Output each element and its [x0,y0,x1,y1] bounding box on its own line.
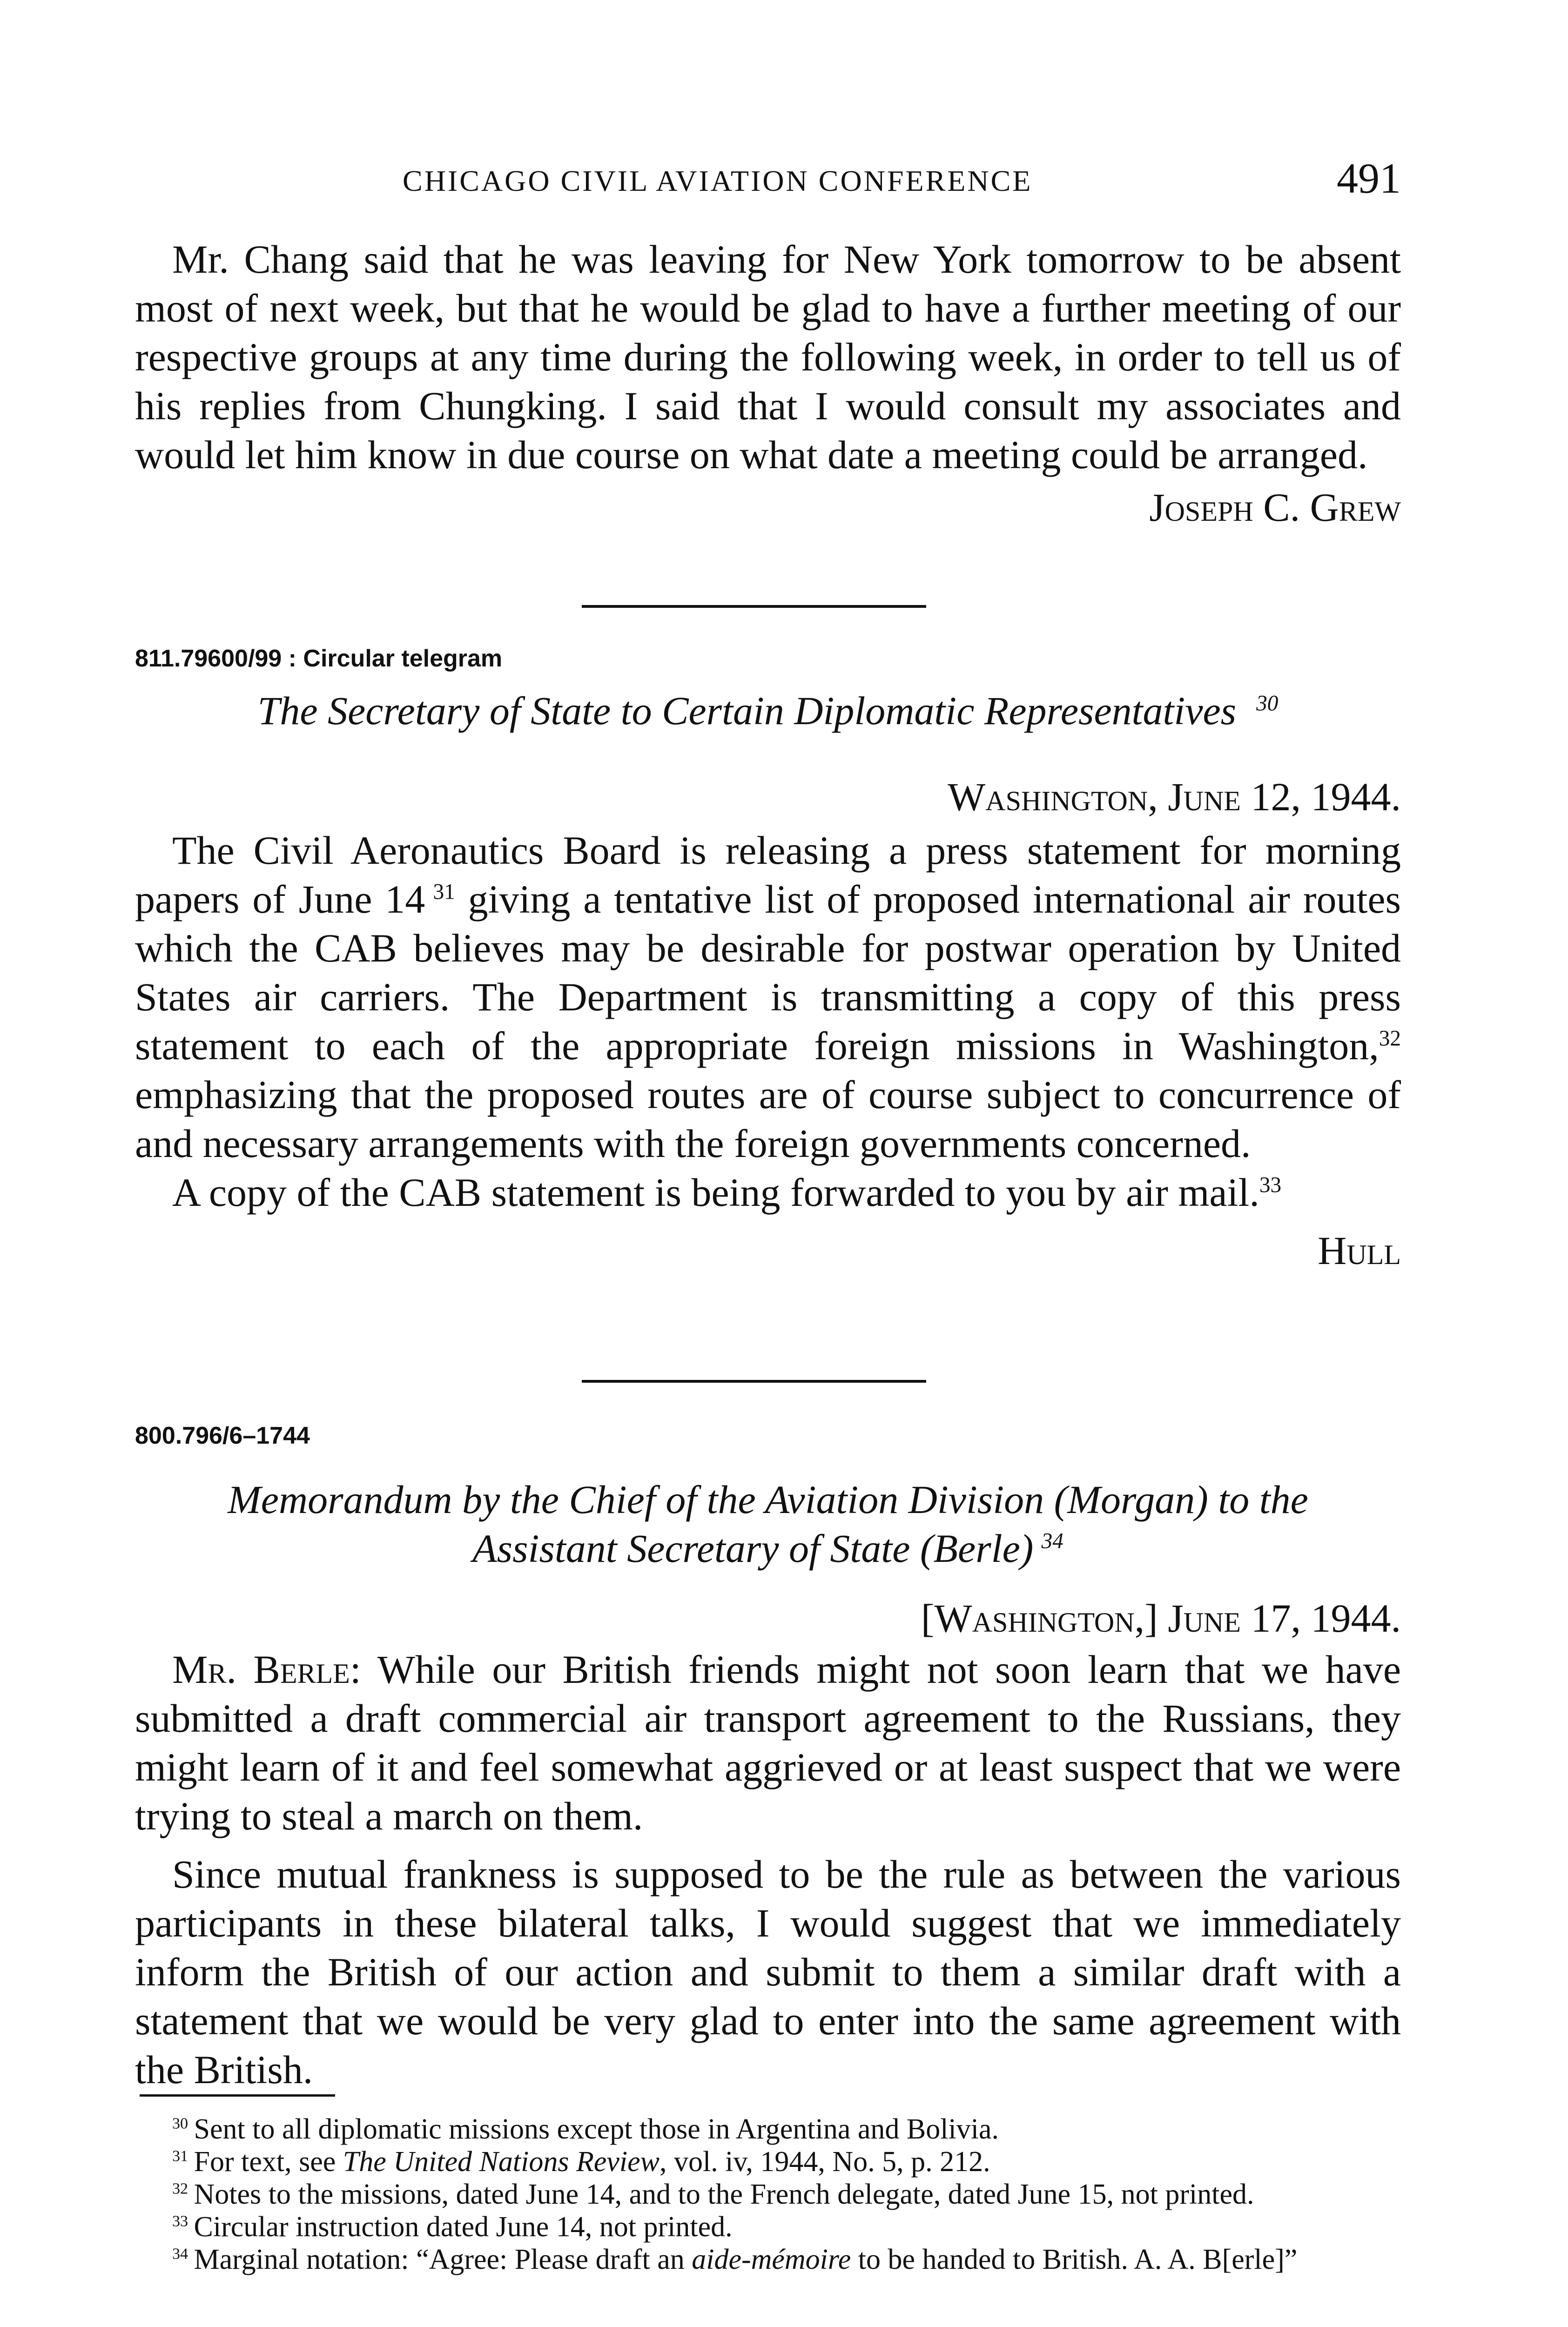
memo-title-line-1: Memorandum by the Chief of the Aviation Division (Morgan) to the [228,1477,1308,1522]
morgan-memo-section [135,1422,1401,2094]
section-divider [582,1380,926,1383]
footnote-32 [135,2178,1401,2211]
dateline: [Washington,] June 17, 1944. [921,1596,1401,1641]
para-text: giving a tentative list of proposed international air routes which the CAB believes may be desirable for postwar operation by United States air carriers. The Department is transmitting a copy of this press statement to each of the appropriate foreign missions in Washington, [135,877,1401,1068]
para-text: emphasizing that the proposed routes are of course subject to concurrence of and necessary arrangements with the foreign governments concerned. [135,1072,1401,1166]
hull-signature: Hull [1318,1228,1401,1273]
para-text: The Civil Aeronautics Board is releasing a press statement for morning papers of June 14 [135,828,1401,921]
telegram-paragraph-1 [135,826,1401,1168]
footnote-31 [135,2145,1401,2178]
grew-signature: Joseph C. Grew [1149,485,1401,530]
footnote-text: Sent to all diplomatic missions except those in Argentina and Bolivia. [194,2113,999,2145]
footnote-text: , vol. iv, 1944, No. 5, p. 212. [659,2146,990,2178]
footnote-italic: The United Nations Review [343,2146,660,2178]
footnote-ref: 31 [433,880,455,904]
footnote-text: to be handed to British. A. A. B[erle]” [851,2244,1298,2275]
footnote-text: Circular instruction dated June 14, not printed. [194,2211,733,2243]
footnote-30 [135,2113,1401,2145]
memo-paragraph-2: Since mutual frankness is supposed to be the rule as between the various participants in these bilateral talks, I would suggest that we immediately inform the British of our action and submit to them a similar draft with a statement that we would be very glad to enter into the same agreement with the British. [135,1852,1401,2092]
footnote-ref: 33 [1259,1173,1282,1197]
grew-paragraph: Mr. Chang said that he was leaving for New York tomorrow to be absent most of next week, but that he would be glad to have a further meeting of our respective groups at any time during the following week, in order to tell us of his replies from Chungking. I said that I would consult my associates and would let him know in due course on what date a meeting could be arranged. [135,237,1401,477]
footnote-34 [135,2243,1401,2276]
footnote-italic: aide-mémoire [692,2244,851,2275]
footnotes [135,2113,1401,2276]
hull-telegram-section [135,645,1401,1275]
footnote-rule [140,2094,335,2097]
document-title-text: The Secretary of State to Certain Diplomatic Representatives [257,688,1237,733]
document-title [135,686,1401,735]
footnote-text: Marginal notation: “Agree: Please draft an [194,2244,692,2275]
footnote-num: 34 [172,2245,188,2263]
memo-title-line-2 [135,1524,1401,1573]
telegram-paragraph-2 [135,1168,1401,1217]
footnote-ref: 30 [1256,691,1279,716]
footnote-33 [135,2211,1401,2243]
page-number: 491 [1337,155,1401,202]
file-number: 811.79600/99 : Circular telegram [135,645,503,672]
section-divider [582,605,926,608]
para-text: A copy of the CAB statement is being forwarded to you by air mail. [172,1170,1259,1215]
salutation: Mr. Berle [172,1647,350,1692]
footnote-num: 33 [172,2213,188,2230]
dateline: Washington, June 12, 1944. [948,774,1401,819]
running-title: CHICAGO CIVIL AVIATION CONFERENCE [403,164,1033,197]
memo-title-text: Assistant Secretary of State (Berle) [472,1526,1034,1571]
footnote-ref: 32 [1379,1026,1401,1051]
footnote-num: 31 [172,2147,188,2165]
para-text: : While our British friends might not soon learn that we have submitted a draft commercial air transport agreement to the Russians, they might learn of it and feel somewhat aggrieved or at least suspect that we were trying to steal a march on them. [135,1647,1401,1838]
footnote-ref: 34 [1041,1529,1063,1554]
footnote-text: Notes to the missions, dated June 14, and to the French delegate, dated June 15, not printed. [194,2179,1254,2210]
running-head [135,154,1401,209]
memo-paragraph-1 [135,1645,1401,1841]
footnote-text: For text, see [194,2146,343,2178]
footnote-num: 32 [172,2180,188,2198]
grew-section [135,235,1401,532]
footnote-num: 30 [172,2115,188,2132]
file-number: 800.796/6–1744 [135,1422,310,1449]
